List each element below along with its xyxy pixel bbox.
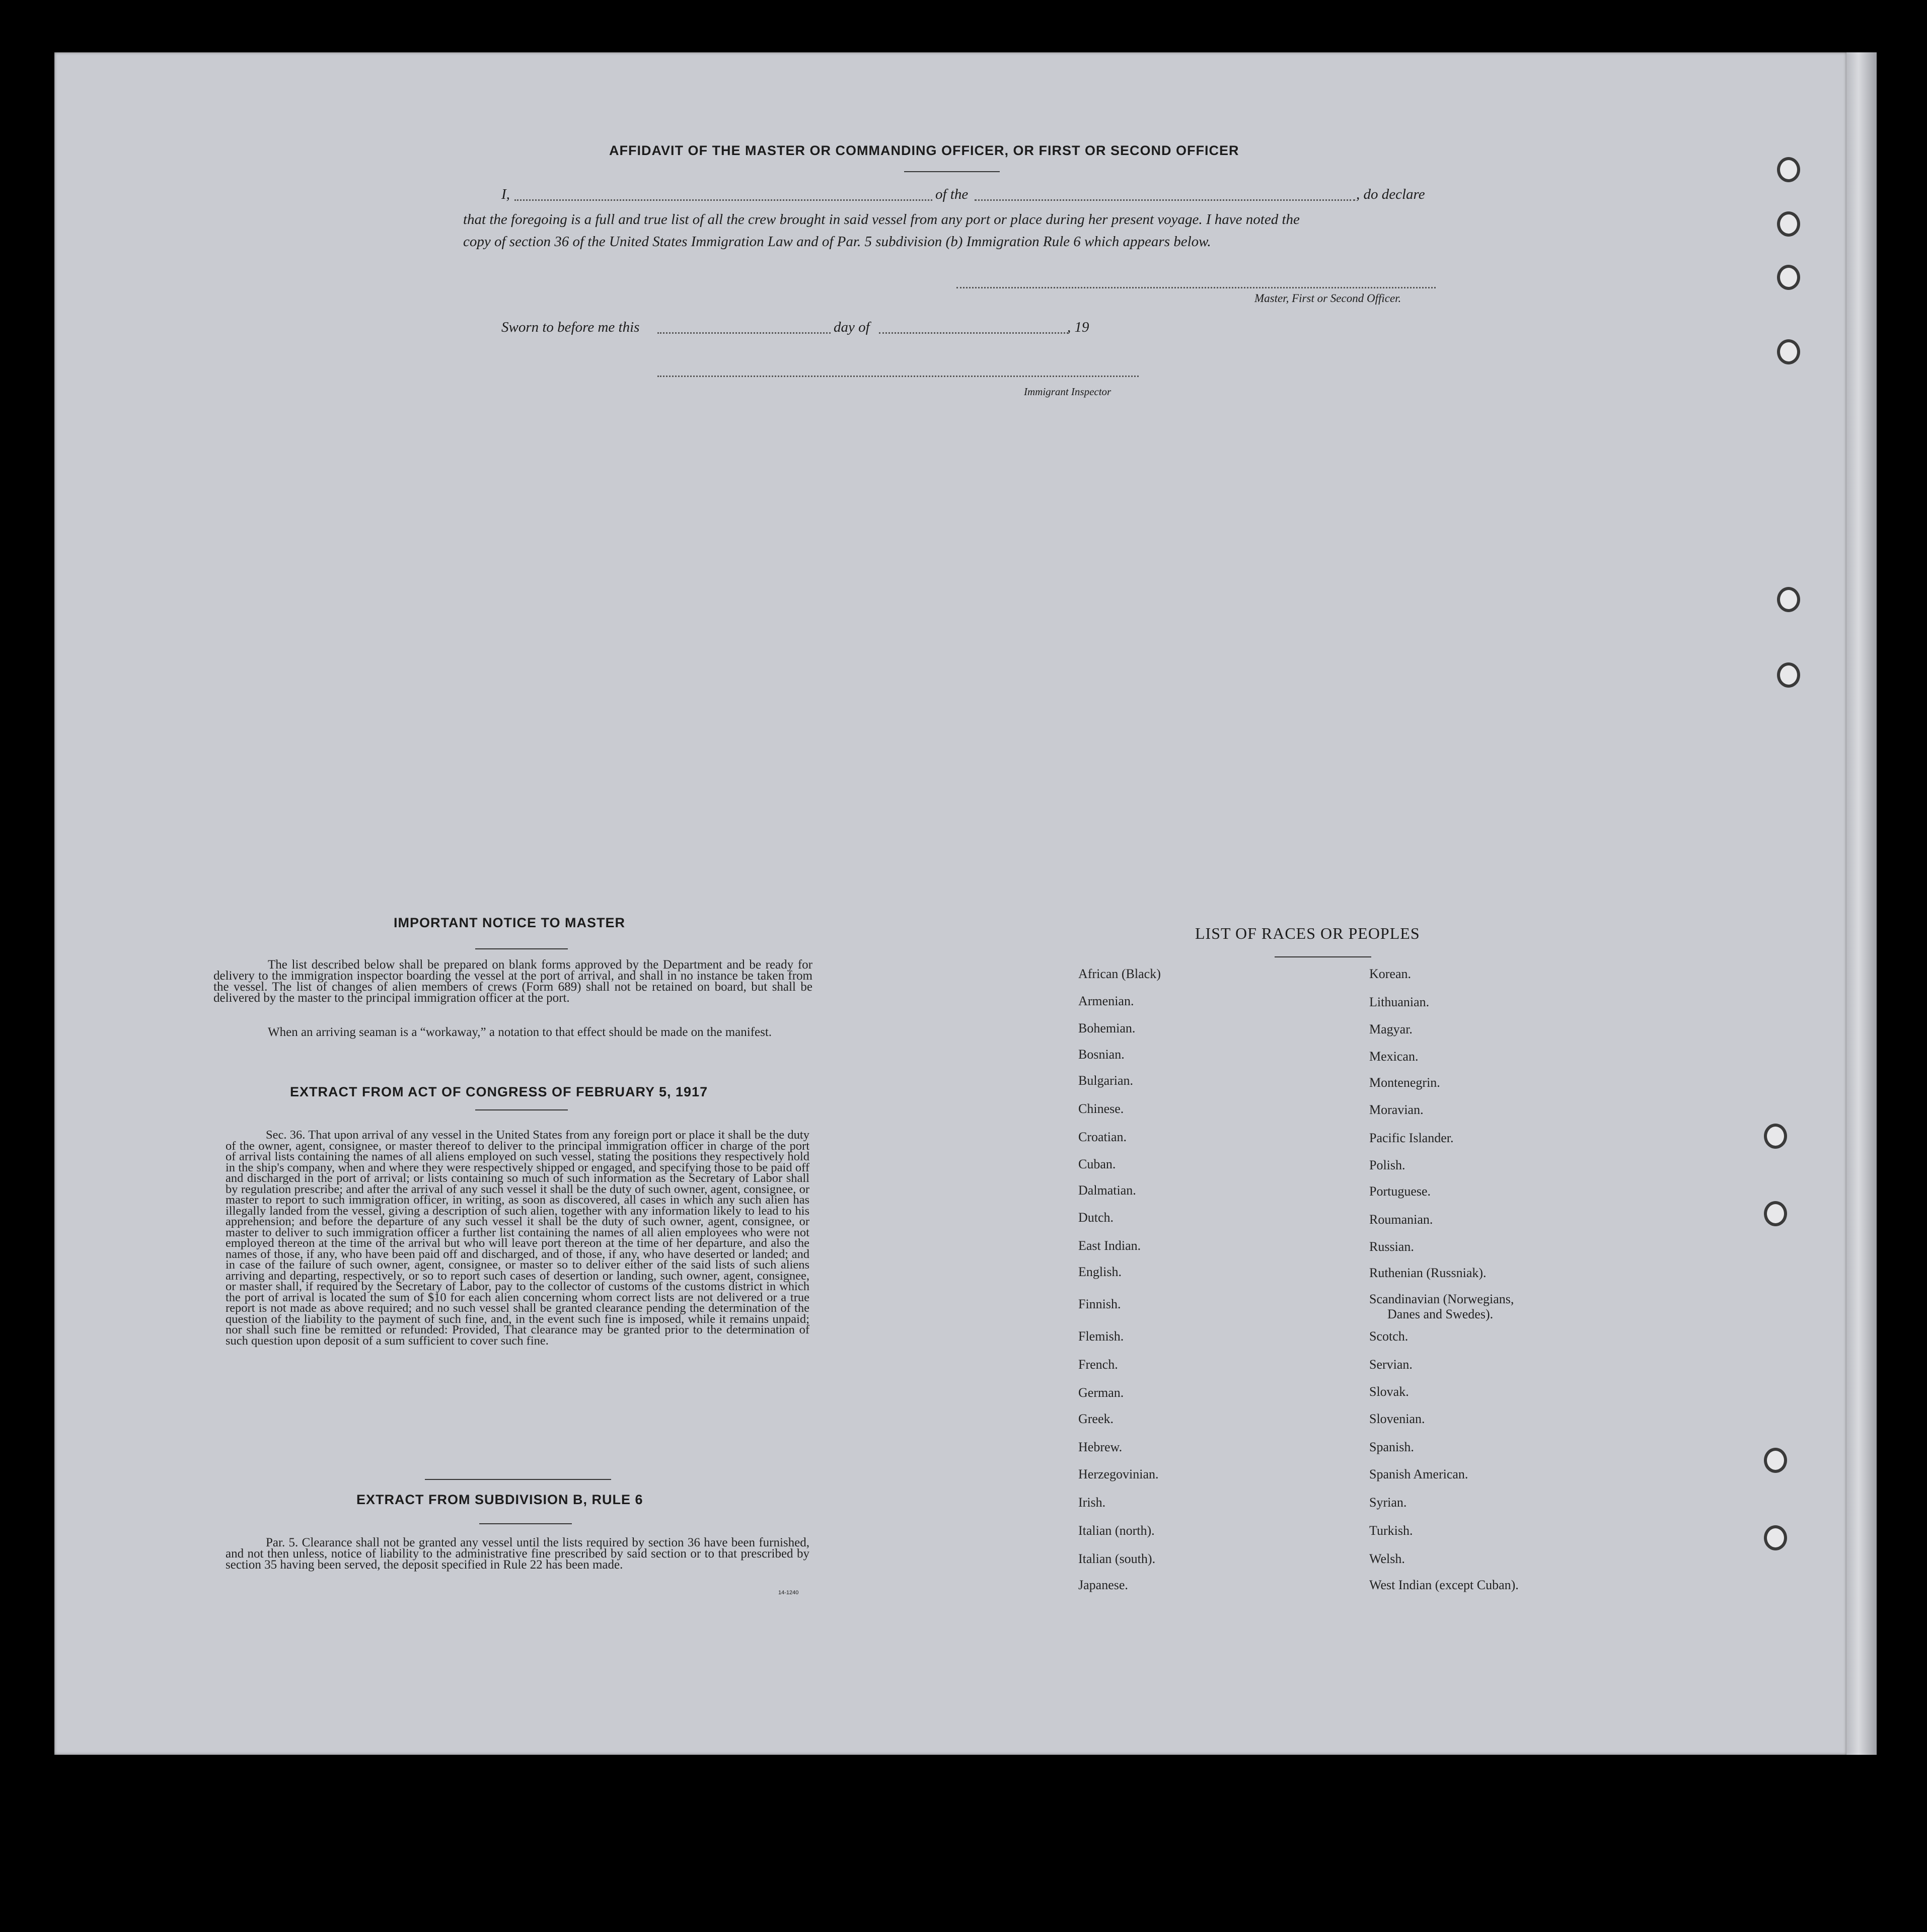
affidavit-line1-mid: of the	[935, 186, 969, 202]
binder-hole-icon	[1777, 339, 1800, 364]
name-blank-field[interactable]	[514, 199, 932, 201]
race-item: Magyar.	[1369, 1022, 1413, 1036]
race-item: Chinese.	[1078, 1101, 1124, 1116]
sworn-month-field[interactable]	[879, 332, 1068, 334]
binder-hole-icon	[1777, 157, 1800, 182]
master-signature-field[interactable]	[956, 287, 1436, 288]
inspector-caption: Immigrant Inspector	[1024, 386, 1111, 398]
divider	[475, 948, 568, 949]
race-item: English.	[1078, 1265, 1122, 1279]
sheet-edge	[1846, 52, 1877, 1755]
affidavit-line1-prefix: I,	[501, 186, 510, 202]
race-item: Ruthenian (Russniak).	[1369, 1266, 1487, 1280]
race-item: Greek.	[1078, 1411, 1114, 1426]
race-item: Japanese.	[1078, 1578, 1128, 1592]
divider	[425, 1479, 611, 1480]
notice-title: IMPORTANT NOTICE TO MASTER	[394, 915, 625, 930]
race-item: Spanish.	[1369, 1440, 1414, 1454]
race-item: Portuguese.	[1369, 1184, 1431, 1199]
binder-hole-icon	[1764, 1124, 1787, 1149]
sworn-suffix: , 19	[1067, 319, 1089, 335]
race-item: Bosnian.	[1078, 1047, 1125, 1062]
sworn-mid: day of	[834, 319, 870, 335]
race-item: Scandinavian (Norwegians,	[1369, 1292, 1514, 1306]
race-item: Roumanian.	[1369, 1212, 1433, 1227]
race-item: Slovak.	[1369, 1384, 1409, 1399]
notice-paragraph-1: The list described below shall be prepared on blank forms approved by the Department and be ready for delivery to the immigration inspector boarding the vessel at the port of arrival, and shall in no instance be taken from the vessel. The list of changes of alien members of crews (Form 689) shall not be retained on board, but shall be delivered by the master to the principal immigration officer at the port.	[213, 958, 812, 1005]
binder-hole-icon	[1764, 1525, 1787, 1550]
race-item: West Indian (except Cuban).	[1369, 1578, 1519, 1592]
race-item: Korean.	[1369, 967, 1412, 981]
race-item: Dalmatian.	[1078, 1183, 1136, 1198]
race-item: Bohemian.	[1078, 1021, 1136, 1035]
affidavit-line2: that the foregoing is a full and true list of all the crew brought in said vessel from any port or place during her present voyage. I have noted the	[463, 211, 1300, 228]
master-signature-caption: Master, First or Second Officer.	[1254, 292, 1401, 305]
sworn-prefix: Sworn to before me this	[501, 319, 640, 335]
divider	[1275, 956, 1371, 957]
race-item: Armenian.	[1078, 994, 1134, 1008]
race-item: Dutch.	[1078, 1210, 1114, 1225]
race-item: Herzegovinian.	[1078, 1467, 1159, 1481]
race-item: Italian (south).	[1078, 1551, 1156, 1566]
race-item: Syrian.	[1369, 1495, 1407, 1510]
race-item: Hebrew.	[1078, 1440, 1123, 1454]
race-item: Finnish.	[1078, 1297, 1121, 1311]
race-item: Flemish.	[1078, 1329, 1124, 1344]
race-item: African (Black)	[1078, 967, 1161, 981]
race-item: Bulgarian.	[1078, 1073, 1134, 1088]
race-item: Welsh.	[1369, 1551, 1405, 1566]
binder-hole-icon	[1777, 265, 1800, 290]
rule-paragraph: Par. 5. Clearance shall not be granted any vessel until the lists required by section 36 have been furnished, and not then unless, notice of liability to the administrative fine prescribed by said section or to that prescribed by section 35 having been served, the deposit specified in Rule 22 has been made.	[226, 1536, 809, 1572]
divider	[475, 1109, 568, 1110]
binder-hole-icon	[1777, 587, 1800, 612]
form-number: 14-1240	[778, 1590, 799, 1596]
affidavit-line1-suffix: , do declare	[1356, 186, 1425, 202]
binder-hole-icon	[1777, 662, 1800, 688]
vessel-blank-field[interactable]	[975, 199, 1355, 201]
document-sheet	[54, 52, 1846, 1755]
binder-hole-icon	[1764, 1201, 1787, 1226]
inspector-signature-field[interactable]	[657, 376, 1139, 377]
race-scandinavian-continued: Danes and Swedes).	[1387, 1307, 1494, 1321]
divider	[904, 171, 1000, 172]
race-item: Pacific Islander.	[1369, 1131, 1454, 1145]
race-item: Lithuanian.	[1369, 995, 1430, 1009]
race-item: Italian (north).	[1078, 1523, 1155, 1538]
race-item: East Indian.	[1078, 1238, 1141, 1253]
rule-title: EXTRACT FROM SUBDIVISION B, RULE 6	[356, 1492, 643, 1507]
race-item: Mexican.	[1369, 1049, 1419, 1064]
race-item: Irish.	[1078, 1495, 1106, 1510]
race-item: Montenegrin.	[1369, 1075, 1440, 1090]
affidavit-title: AFFIDAVIT OF THE MASTER OR COMMANDING OFFICER, OR FIRST OR SECOND OFFICER	[609, 143, 1239, 158]
act-title: EXTRACT FROM ACT OF CONGRESS OF FEBRUARY 5, 1917	[290, 1084, 708, 1099]
race-item: German.	[1078, 1385, 1124, 1400]
race-item: Polish.	[1369, 1158, 1405, 1172]
act-section-36-text: Sec. 36. That upon arrival of any vessel in the United States from any foreign port or place it shall be the duty of the owner, agent, consignee, or master thereof to deliver to the principal immigration officer in charge of the port of arrival lists containing the names of all aliens employed on such vessel, stating the positions they respectively hold in the ship's company, when and where they were respectively shipped or engaged, and specifying those to be paid off and discharged in the port of arrival; or lists containing so much of such information as the Secretary of Labor shall by regulation prescribe; and after the arrival of any such vessel it shall be the duty of such owner, agent, consignee, or master to report to such immigration officer, in writing, as soon as discovered, all cases in which any such alien has illegally landed from the vessel, giving a description of such alien, together with any information likely to lead to his apprehension; and before the departure of any such vessel it shall be the duty of such owner, agent, consignee, or master to deliver to such immigration officer a further list containing the names of all alien employees who were not employed thereon at the time of the arrival but who will leave port thereon at the time of her departure, and also the names of those, if any, who have been paid off and discharged, and of those, if any, who have deserted or landed; and in case of the failure of such owner, agent, consignee, or master so to deliver either of the said lists of such aliens arriving and departing, respectively, or so to report such cases of desertion or landing, such owner, agent, consignee, or master shall, if required by the Secretary of Labor, pay to the collector of customs of the customs district in which the port of arrival is located the sum of $10 for each alien concerning whom correct lists are not delivered or a true report is not made as above required; and no such vessel shall be granted clearance pending the determination of the question of the liability to the payment of such fine, and, in the event such fine is imposed, while it remains unpaid; nor shall such fine be remitted or refunded: Provided, That clearance may be granted prior to the determination of such question upon deposit of a sum sufficient to cover such fine.	[226, 1128, 809, 1348]
affidavit-line3: copy of section 36 of the United States Immigration Law and of Par. 5 subdivision (b) Immigration Rule 6 which appears below.	[463, 234, 1211, 250]
race-item: Slovenian.	[1369, 1411, 1425, 1426]
race-item: Servian.	[1369, 1357, 1413, 1372]
race-item: Spanish American.	[1369, 1467, 1468, 1481]
binder-hole-icon	[1777, 211, 1800, 237]
race-item: Turkish.	[1369, 1523, 1413, 1538]
race-item: Croatian.	[1078, 1130, 1127, 1144]
binder-hole-icon	[1764, 1448, 1787, 1473]
divider	[479, 1523, 572, 1524]
race-item: Scotch.	[1369, 1329, 1409, 1344]
race-item: Russian.	[1369, 1239, 1414, 1254]
race-item: Moravian.	[1369, 1102, 1424, 1117]
race-item: French.	[1078, 1357, 1118, 1372]
notice-paragraph-2: When an arriving seaman is a “workaway,” a notation to that effect should be made on the manifest.	[268, 1025, 772, 1039]
races-title: LIST OF RACES OR PEOPLES	[1195, 924, 1420, 942]
sworn-day-field[interactable]	[657, 332, 831, 334]
race-item: Cuban.	[1078, 1157, 1116, 1171]
